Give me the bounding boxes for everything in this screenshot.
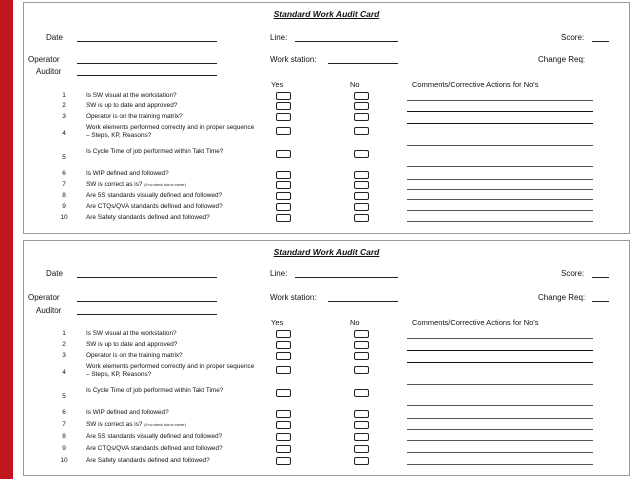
item-number: 1	[62, 330, 66, 337]
item-question: SW is up to date and approved?	[86, 341, 178, 348]
item-question: SW is correct as is? (If no check box in corner)	[86, 181, 186, 188]
item-number: 1	[62, 92, 66, 99]
yes-checkbox[interactable]	[276, 171, 291, 179]
comment-line[interactable]	[407, 189, 593, 190]
item-number: 3	[62, 352, 66, 359]
operator-field[interactable]	[77, 301, 217, 302]
item-question: Are Safety standards defined and followed?	[86, 457, 210, 464]
item-number: 5	[62, 154, 66, 161]
no-checkbox[interactable]	[354, 389, 369, 397]
item-question: Operator is on the training matrix?	[86, 113, 183, 120]
item-question: Is Cycle Time of job performed within Takt Time?	[86, 148, 224, 155]
comment-line[interactable]	[407, 123, 593, 124]
item-number: 2	[62, 102, 66, 109]
item-number: 4	[62, 130, 66, 137]
yes-checkbox[interactable]	[276, 92, 291, 100]
yes-checkbox[interactable]	[276, 330, 291, 338]
audit-card-2	[23, 240, 630, 476]
comments-header: Comments/Corrective Actions for No's	[412, 318, 539, 327]
comment-line[interactable]	[407, 166, 593, 167]
comment-line[interactable]	[407, 100, 593, 101]
no-checkbox[interactable]	[354, 127, 369, 135]
yes-checkbox[interactable]	[276, 421, 291, 429]
item-number: 9	[62, 445, 66, 452]
item-question: Work elements performed correctly and in proper sequence – Steps, KP, Reasons?	[86, 363, 255, 378]
item-number: 10	[60, 214, 68, 221]
comment-line[interactable]	[407, 111, 593, 112]
item-number: 8	[62, 192, 66, 199]
date-label: Date	[46, 33, 63, 42]
audit-card-1	[23, 2, 630, 234]
no-checkbox[interactable]	[354, 366, 369, 374]
item-number: 2	[62, 341, 66, 348]
workstation-field[interactable]	[328, 63, 398, 64]
no-checkbox[interactable]	[354, 352, 369, 360]
workstation-label: Work station:	[270, 293, 317, 302]
item-number: 10	[60, 457, 68, 464]
comment-line[interactable]	[407, 452, 593, 453]
score-field[interactable]	[592, 277, 609, 278]
workstation-field[interactable]	[328, 301, 398, 302]
yes-checkbox[interactable]	[276, 457, 291, 465]
change-req-field[interactable]	[592, 301, 609, 302]
item-question: Are CTQs/QVA standards defined and followed?	[86, 445, 223, 452]
yes-header: Yes	[271, 80, 284, 89]
item-number: 6	[62, 170, 66, 177]
yes-checkbox[interactable]	[276, 389, 291, 397]
comments-header: Comments/Corrective Actions for No's	[412, 80, 539, 89]
operator-label: Operator	[28, 55, 60, 64]
yes-checkbox[interactable]	[276, 352, 291, 360]
auditor-field[interactable]	[77, 314, 217, 315]
comment-line[interactable]	[407, 210, 593, 211]
item-question: Are 5S standards visually defined and followed?	[86, 192, 223, 199]
item-number: 7	[62, 181, 66, 188]
card-title: Standard Work Audit Card	[273, 9, 380, 19]
comment-line[interactable]	[407, 384, 593, 385]
yes-checkbox[interactable]	[276, 410, 291, 418]
operator-label: Operator	[28, 293, 60, 302]
comment-line[interactable]	[407, 350, 593, 351]
item-number: 4	[62, 369, 66, 376]
comment-line[interactable]	[407, 429, 593, 430]
change-req-label: Change Req:	[538, 293, 586, 302]
no-checkbox[interactable]	[354, 341, 369, 349]
no-header: No	[350, 318, 360, 327]
yes-checkbox[interactable]	[276, 341, 291, 349]
no-checkbox[interactable]	[354, 421, 369, 429]
yes-header: Yes	[271, 318, 284, 327]
item-question: Is WIP defined and followed?	[86, 409, 169, 416]
yes-checkbox[interactable]	[276, 366, 291, 374]
card-title: Standard Work Audit Card	[273, 247, 380, 257]
yes-checkbox[interactable]	[276, 102, 291, 110]
yes-checkbox[interactable]	[276, 214, 291, 222]
line-label: Line:	[270, 33, 288, 42]
comment-line[interactable]	[407, 464, 593, 465]
item-number: 5	[62, 393, 66, 400]
item-question: Is Cycle Time of job performed within Takt Time?	[86, 387, 224, 394]
change-req-label: Change Req:	[538, 55, 586, 64]
score-label: Score:	[561, 269, 585, 278]
line-field[interactable]	[295, 41, 398, 42]
no-checkbox[interactable]	[354, 102, 369, 110]
operator-field[interactable]	[77, 63, 217, 64]
slide-red-border	[0, 0, 13, 479]
item-question: Is WIP defined and followed?	[86, 170, 169, 177]
no-header: No	[350, 80, 360, 89]
no-checkbox[interactable]	[354, 192, 369, 200]
date-field[interactable]	[77, 277, 217, 278]
auditor-label: Auditor	[36, 67, 62, 76]
item-question: Work elements performed correctly and in proper sequence – Steps, KP, Reasons?	[86, 124, 255, 139]
date-field[interactable]	[77, 41, 217, 42]
item-number: 6	[62, 409, 66, 416]
item-number: 9	[62, 203, 66, 210]
no-checkbox[interactable]	[354, 113, 369, 121]
yes-checkbox[interactable]	[276, 127, 291, 135]
item-question: Operator is on the training matrix?	[86, 352, 183, 359]
comment-line[interactable]	[407, 221, 593, 222]
score-field[interactable]	[592, 41, 609, 42]
yes-checkbox[interactable]	[276, 433, 291, 441]
no-checkbox[interactable]	[354, 171, 369, 179]
comment-line[interactable]	[407, 199, 593, 200]
item-question: Is SW visual at the workstation?	[86, 330, 177, 337]
item-note: (If no check box in corner)	[144, 423, 186, 427]
item-question: Are Safety standards defined and followed?	[86, 214, 210, 221]
yes-checkbox[interactable]	[276, 203, 291, 211]
item-question: SW is up to date and approved?	[86, 102, 178, 109]
score-label: Score:	[561, 33, 585, 42]
item-question: Are CTQs/QVA standards defined and followed?	[86, 203, 223, 210]
item-note: (If no check box in corner)	[144, 183, 186, 187]
item-number: 7	[62, 421, 66, 428]
item-question: Is SW visual at the workstation?	[86, 92, 177, 99]
yes-checkbox[interactable]	[276, 150, 291, 158]
yes-checkbox[interactable]	[276, 181, 291, 189]
no-checkbox[interactable]	[354, 181, 369, 189]
comment-line[interactable]	[407, 179, 593, 180]
no-checkbox[interactable]	[354, 330, 369, 338]
item-question: Are 5S standards visually defined and followed?	[86, 433, 223, 440]
yes-checkbox[interactable]	[276, 113, 291, 121]
yes-checkbox[interactable]	[276, 192, 291, 200]
no-checkbox[interactable]	[354, 214, 369, 222]
item-number: 8	[62, 433, 66, 440]
comment-line[interactable]	[407, 418, 593, 419]
no-checkbox[interactable]	[354, 150, 369, 158]
item-question: SW is correct as is? (If no check box in corner)	[86, 421, 186, 428]
workstation-label: Work station:	[270, 55, 317, 64]
comment-line[interactable]	[407, 362, 593, 363]
no-checkbox[interactable]	[354, 433, 369, 441]
no-checkbox[interactable]	[354, 92, 369, 100]
no-checkbox[interactable]	[354, 457, 369, 465]
no-checkbox[interactable]	[354, 203, 369, 211]
item-number: 3	[62, 113, 66, 120]
comment-line[interactable]	[407, 405, 593, 406]
auditor-label: Auditor	[36, 306, 62, 315]
line-field[interactable]	[295, 277, 398, 278]
no-checkbox[interactable]	[354, 445, 369, 453]
yes-checkbox[interactable]	[276, 445, 291, 453]
no-checkbox[interactable]	[354, 410, 369, 418]
comment-line[interactable]	[407, 440, 593, 441]
auditor-field[interactable]	[77, 75, 217, 76]
date-label: Date	[46, 269, 63, 278]
comment-line[interactable]	[407, 145, 593, 146]
comment-line[interactable]	[407, 338, 593, 339]
line-label: Line:	[270, 269, 288, 278]
